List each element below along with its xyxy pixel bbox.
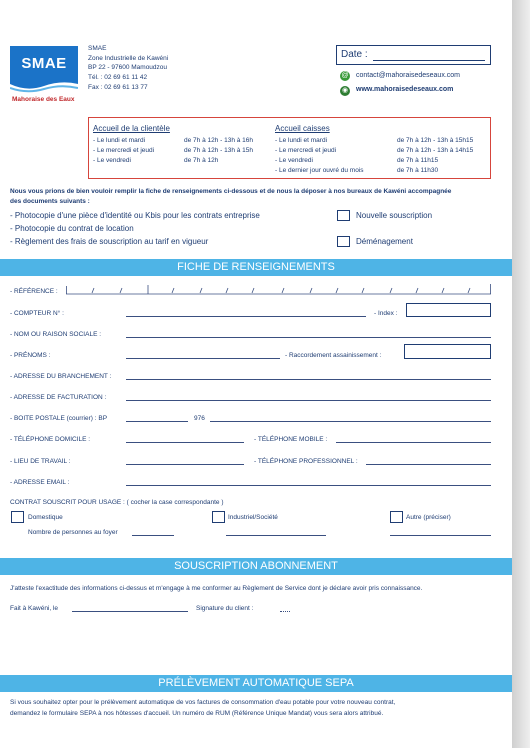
date-box xyxy=(336,45,491,65)
company-address-1: Zone Industrielle de Kawéni xyxy=(88,55,169,62)
caisses-time: de 7h à 12h - 13h à 15h15 xyxy=(397,137,474,144)
tel-pro-field[interactable] xyxy=(366,464,491,465)
email-label: - ADRESSE EMAIL : xyxy=(10,479,70,486)
attestation-text: J'atteste l'exactitude des informations ci-dessus et m'engage à me conformer au Règlement de Service dont je déclare avoir pris connaissance. xyxy=(10,585,423,592)
prelevement-banner: PRÉLÈVEMENT AUTOMATIQUE SEPA xyxy=(0,675,512,692)
clientele-time: de 7h à 12h - 13h à 16h xyxy=(184,137,254,144)
clientele-day: - Le lundi et mardi xyxy=(93,137,146,144)
email-field[interactable] xyxy=(126,485,491,486)
intro-line-2: des documents suivants : xyxy=(10,198,90,205)
prenoms-label: - PRÉNOMS : xyxy=(10,352,51,359)
adresse-branchement-field[interactable] xyxy=(126,379,491,380)
nom-label: - NOM OU RAISON SOCIALE : xyxy=(10,331,102,338)
autre-label: Autre (préciser) xyxy=(406,514,451,521)
fait-a-date-field[interactable] xyxy=(72,611,188,612)
clientele-time: de 7h à 12h - 13h à 15h xyxy=(184,147,254,154)
caisses-day: - Le lundi et mardi xyxy=(275,137,328,144)
date-label: Date : xyxy=(341,49,368,60)
sepa-line-1: Si vous souhaitez opter pour le prélèvement automatique de vos factures de consommation d'eau potable pour votre nouveau contrat, xyxy=(10,699,396,706)
caisses-day: - Le vendredi xyxy=(275,157,313,164)
opening-hours-box xyxy=(88,117,491,179)
lieu-travail-label: - LIEU DE TRAVAIL : xyxy=(10,458,71,465)
souscription-banner: SOUSCRIPTION ABONNEMENT xyxy=(0,558,512,575)
reference-field[interactable] xyxy=(66,281,491,295)
company-address-2: BP 22 - 97600 Mamoudzou xyxy=(88,64,168,71)
prenoms-field[interactable] xyxy=(126,358,280,359)
contact-website[interactable]: www.mahoraisedeseaux.com xyxy=(356,86,454,93)
company-tel: Tél. : 02 69 61 11 42 xyxy=(88,74,148,81)
clientele-time: de 7h à 12h xyxy=(184,157,219,164)
boite-postale-label: - BOITE POSTALE (courrier) : BP xyxy=(10,415,108,422)
bp-code-label: 976 xyxy=(194,415,205,422)
autre-checkbox[interactable] xyxy=(390,511,403,523)
clientele-title: Accueil de la clientèle xyxy=(93,124,170,133)
foyer-label: Nombre de personnes au foyer xyxy=(28,529,118,536)
contact-email[interactable]: contact@mahoraisedeseaux.com xyxy=(356,72,460,79)
domestique-checkbox[interactable] xyxy=(11,511,24,523)
industriel-field[interactable] xyxy=(226,535,326,536)
adresse-branchement-label: - ADRESSE DU BRANCHEMENT : xyxy=(10,373,112,380)
globe-icon: ◉ xyxy=(341,87,349,94)
intro-line-1: Nous vous prions de bien vouloir remplir la fiche de renseignements ci-dessous et de nous la déposer à nos bureaux de Kawéni accompagnée xyxy=(10,188,452,195)
moving-label: Déménagement xyxy=(356,237,413,246)
foyer-field[interactable] xyxy=(132,535,174,536)
raccordement-label: - Raccordement assainissement : xyxy=(285,352,382,359)
document-item: - Photocopie du contrat de location xyxy=(10,224,134,233)
index-field[interactable] xyxy=(406,303,491,317)
compteur-field[interactable] xyxy=(126,316,366,317)
adresse-facturation-field[interactable] xyxy=(126,400,491,401)
email-icon: @ xyxy=(341,72,349,79)
fiche-banner: FICHE DE RENSEIGNEMENTS xyxy=(0,259,512,276)
industriel-label: Industriel/Société xyxy=(228,514,278,521)
clientele-day: - Le vendredi xyxy=(93,157,131,164)
caisses-time: de 7h à 11h15 xyxy=(397,157,439,164)
contrat-title: CONTRAT SOUSCRIT POUR USAGE : ( cocher la case correspondante ) xyxy=(10,499,224,506)
caisses-day: - Le mercredi et jeudi xyxy=(275,147,337,154)
logo-text: SMAE xyxy=(10,46,78,82)
signature-field[interactable] xyxy=(280,611,290,612)
signature-label: Signature du client : xyxy=(196,605,254,612)
tel-domicile-label: - TÉLÉPHONE DOMICILE : xyxy=(10,436,91,443)
bp-number-field[interactable] xyxy=(126,421,188,422)
autre-field[interactable] xyxy=(390,535,491,536)
tel-pro-label: - TÉLÉPHONE PROFESSIONNEL : xyxy=(254,458,358,465)
clientele-day: - Le mercredi et jeudi xyxy=(93,147,155,154)
smae-logo xyxy=(10,46,78,104)
new-subscription-label: Nouvelle souscription xyxy=(356,211,433,220)
company-name: SMAE xyxy=(88,45,107,52)
date-field[interactable] xyxy=(373,60,485,61)
sepa-line-2: demandez le formulaire SEPA à nos hôtesses d'accueil. Un numéro de RUM (Référence Unique Mandat) vous sera alors attribué. xyxy=(10,710,384,717)
bp-city-field[interactable] xyxy=(210,421,491,422)
tel-mobile-label: - TÉLÉPHONE MOBILE : xyxy=(254,436,328,443)
caisses-day: - Le dernier jour ouvré du mois xyxy=(275,167,364,174)
tel-domicile-field[interactable] xyxy=(126,442,244,443)
document-item: - Photocopie d'une pièce d'identité ou Kbis pour les contrats entreprise xyxy=(10,211,260,220)
tel-mobile-field[interactable] xyxy=(336,442,491,443)
document-item: - Règlement des frais de souscription au tarif en vigueur xyxy=(10,237,209,246)
page-edge-shadow xyxy=(512,0,530,748)
reference-label: - RÉFÉRENCE : xyxy=(10,288,58,295)
caisses-title: Accueil caisses xyxy=(275,124,330,133)
caisses-time: de 7h à 11h30 xyxy=(397,167,439,174)
industriel-checkbox[interactable] xyxy=(212,511,225,523)
nom-field[interactable] xyxy=(126,337,491,338)
logo-subtitle: Mahoraise des Eaux xyxy=(12,96,75,103)
index-label: - Index : xyxy=(374,310,398,317)
fait-a-label: Fait à Kawéni, le xyxy=(10,605,59,612)
new-subscription-checkbox[interactable] xyxy=(337,210,350,221)
caisses-time: de 7h à 12h - 13h à 14h15 xyxy=(397,147,474,154)
lieu-travail-field[interactable] xyxy=(126,464,244,465)
company-fax: Fax : 02 69 61 13 77 xyxy=(88,84,148,91)
compteur-label: - COMPTEUR N° : xyxy=(10,310,64,317)
moving-checkbox[interactable] xyxy=(337,236,350,247)
raccordement-field[interactable] xyxy=(404,344,491,359)
wave-icon xyxy=(10,80,78,94)
adresse-facturation-label: - ADRESSE DE FACTURATION : xyxy=(10,394,107,401)
domestique-label: Domestique xyxy=(28,514,63,521)
